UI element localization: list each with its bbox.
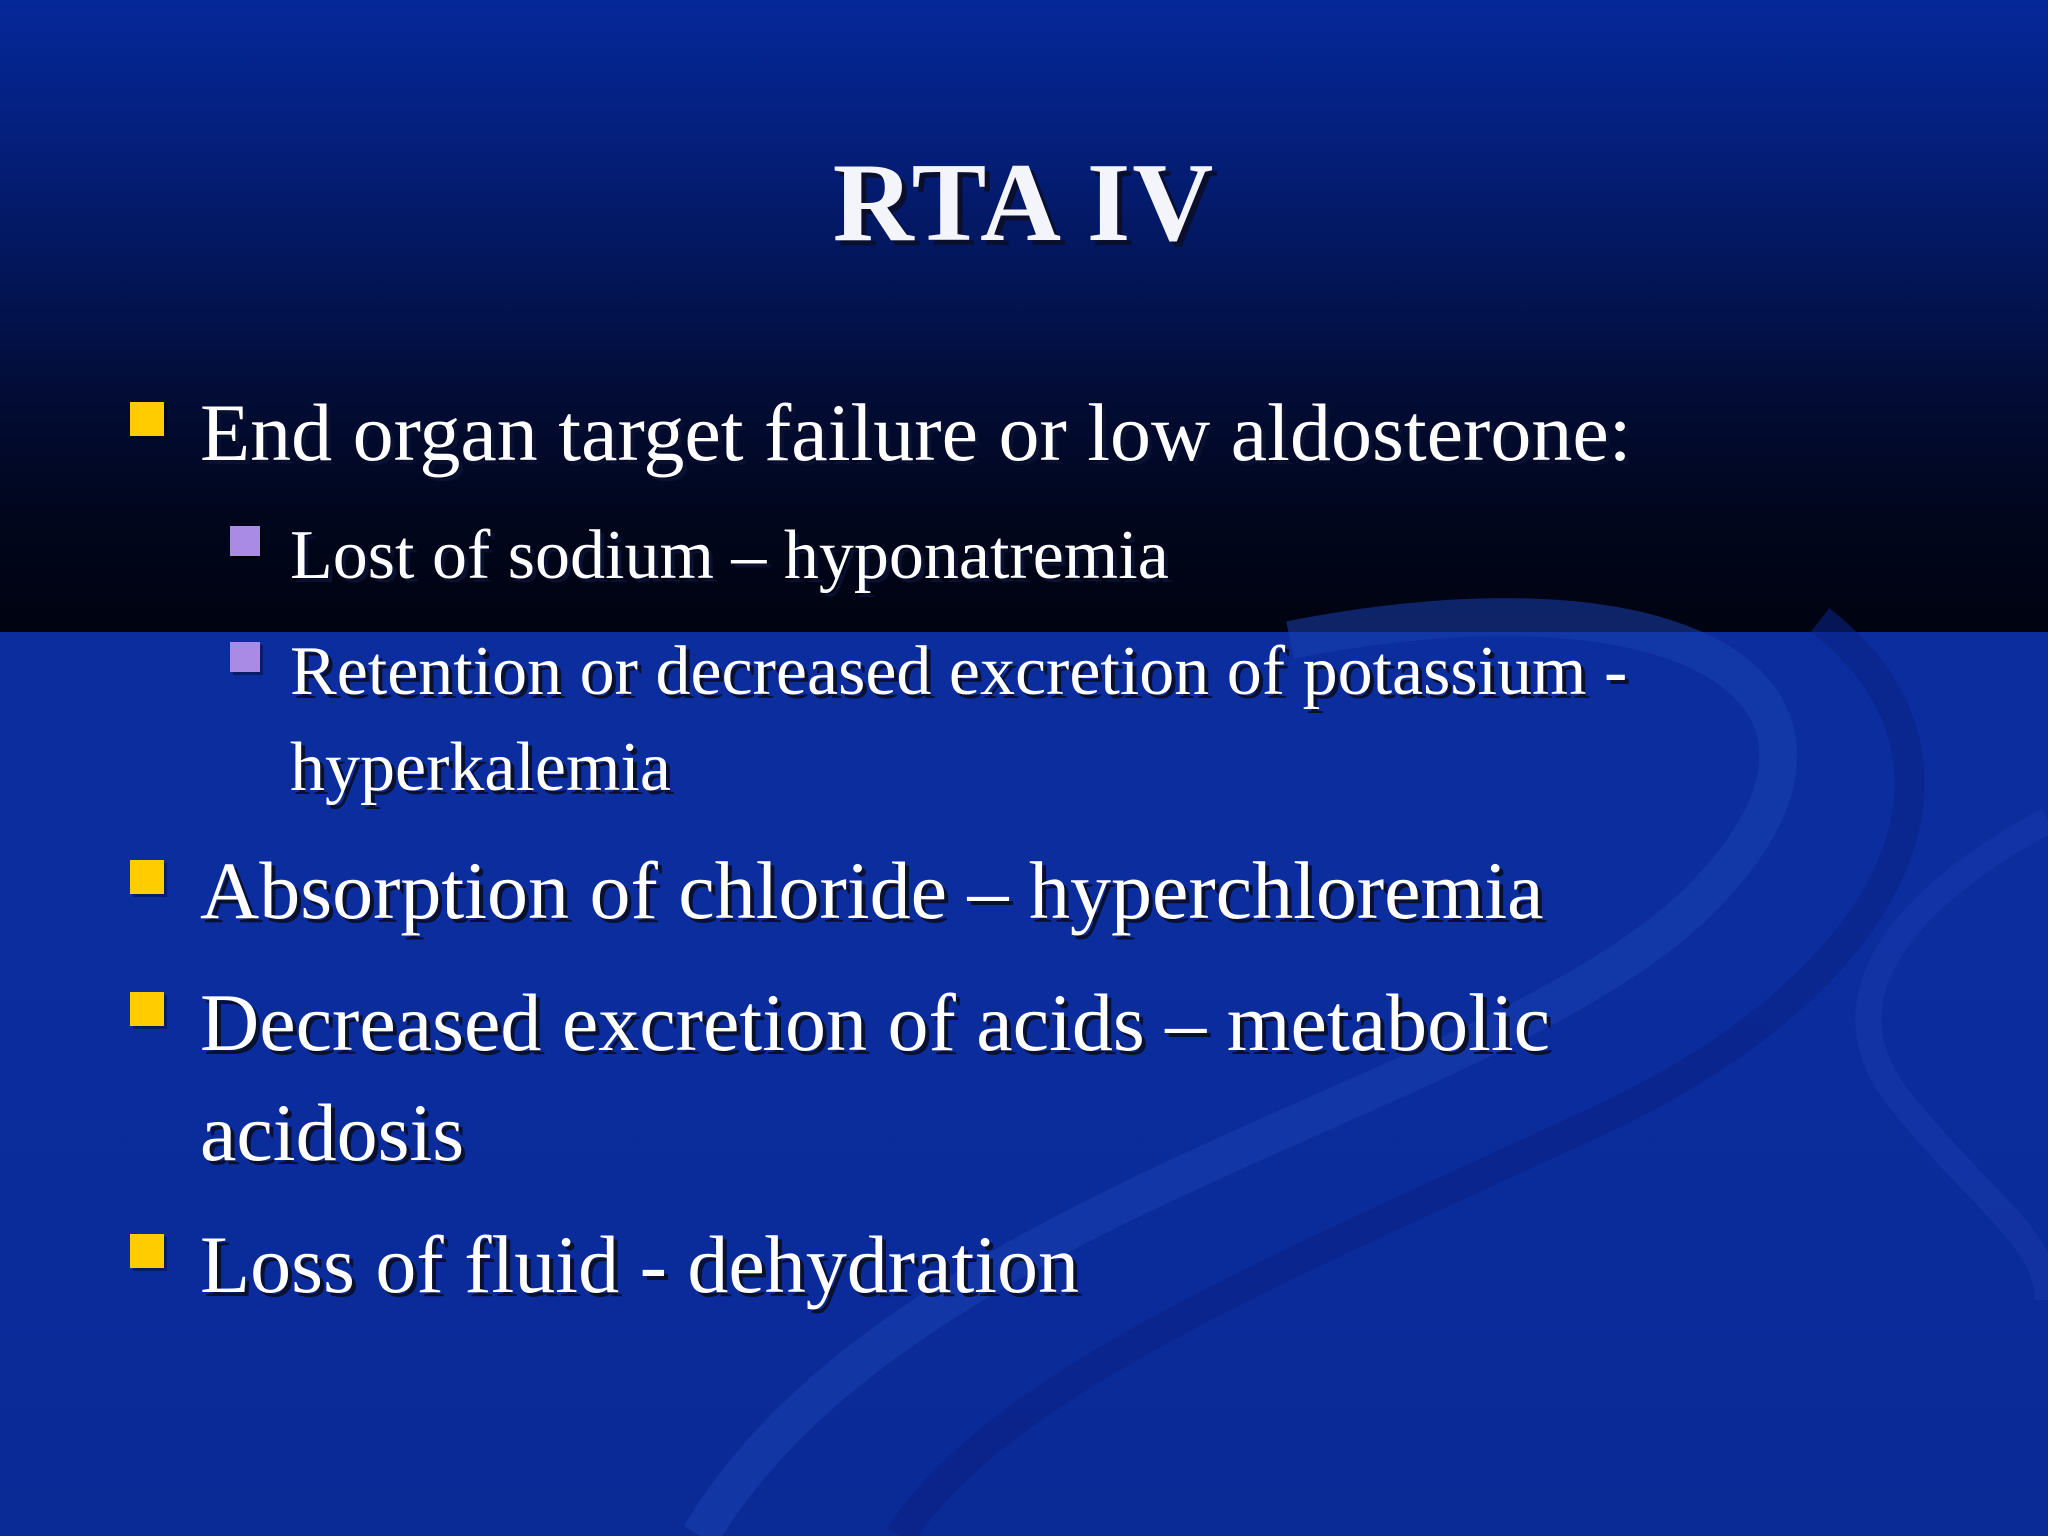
square-bullet-icon <box>230 526 260 556</box>
bullet-item-1: End organ target failure or low aldosterone: <box>200 387 1632 478</box>
square-bullet-icon <box>130 402 164 436</box>
bullet-item-3-line2: acidosis <box>200 1087 465 1178</box>
slide-title: RTA IV <box>832 141 1216 265</box>
sub-bullet-item-2-line2: hyperkalemia <box>290 729 671 806</box>
square-bullet-icon <box>130 1234 164 1268</box>
sub-bullet-item-2-line1: Retention or decreased excretion of potassium - <box>290 633 1628 710</box>
bullet-item-4: Loss of fluid - dehydration <box>200 1219 1080 1310</box>
square-bullet-icon <box>130 860 164 894</box>
square-bullet-icon <box>230 642 260 672</box>
bullet-item-3-line1: Decreased excretion of acids – metabolic <box>200 977 1551 1068</box>
sub-bullet-item-1: Lost of sodium – hyponatremia <box>290 517 1169 594</box>
square-bullet-icon <box>130 992 164 1026</box>
bullet-item-2: Absorption of chloride – hyperchloremia <box>200 845 1544 936</box>
